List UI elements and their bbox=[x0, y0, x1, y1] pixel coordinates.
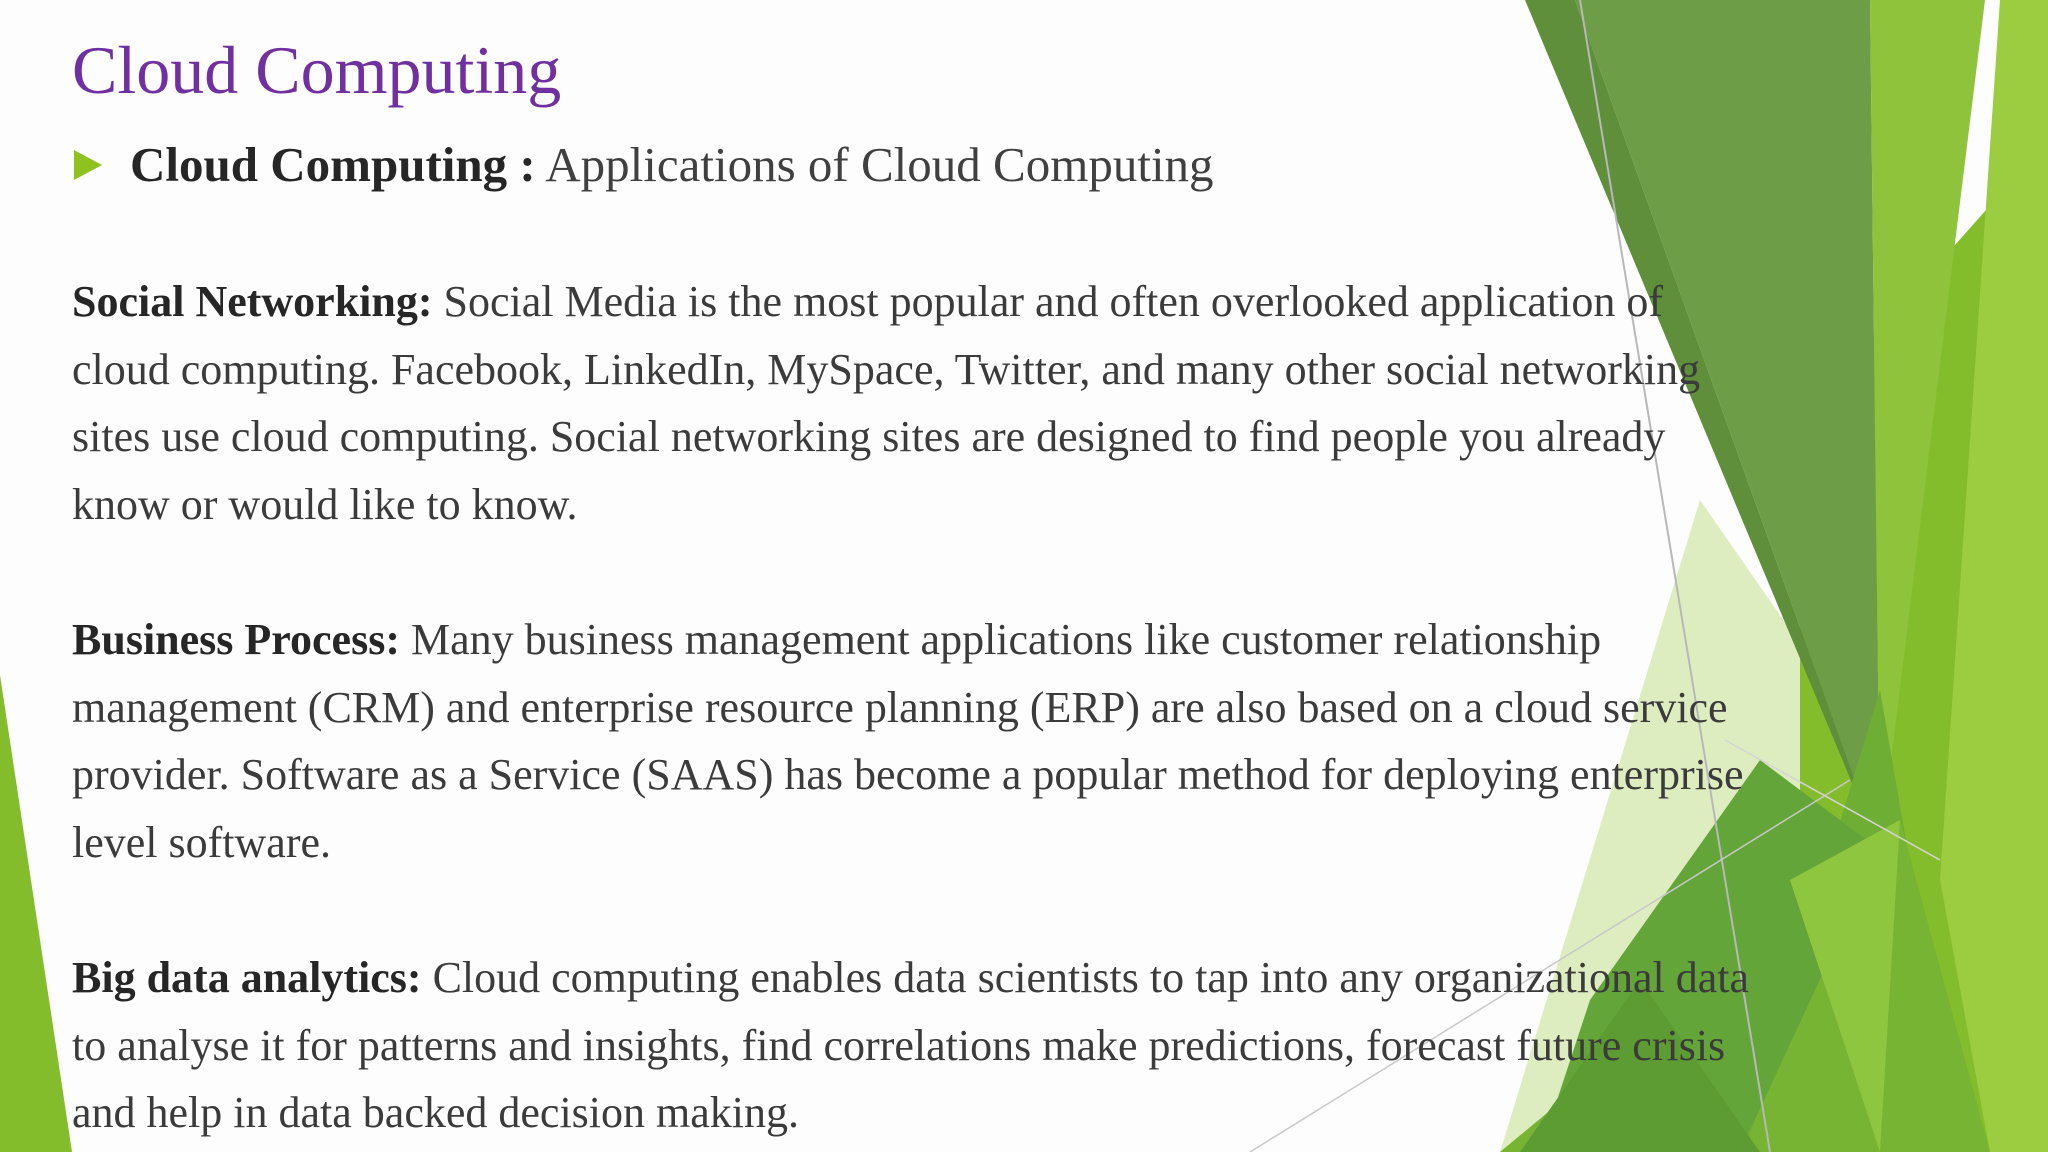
paragraph-text: Social Media is the most popular and often overlooked application of bbox=[432, 277, 1664, 326]
slide-title: Cloud Computing bbox=[72, 32, 562, 108]
paragraph-business-process bbox=[72, 606, 1892, 876]
paragraph-line bbox=[72, 606, 1892, 674]
subtitle-bullet bbox=[74, 130, 1214, 200]
paragraph-text: Many business management applications like customer relationship bbox=[399, 615, 1602, 664]
paragraph-line: and help in data backed decision making. bbox=[72, 1088, 799, 1138]
subtitle-rest: Applications of Cloud Computing bbox=[535, 137, 1214, 192]
paragraph-line: know or would like to know. bbox=[72, 479, 578, 529]
paragraph-line: provider. Software as a Service (SAAS) has become a popular method for deploying enterprise bbox=[72, 750, 1744, 800]
paragraph-line: to analyse it for patterns and insights, find correlations make predictions, forecast future crisis bbox=[72, 1020, 1726, 1070]
paragraph-line: level software. bbox=[72, 817, 331, 867]
paragraph-heading: Big data analytics: bbox=[72, 953, 422, 1002]
paragraph-heading: Social Networking: bbox=[72, 277, 433, 326]
subtitle-label: Cloud Computing : bbox=[130, 137, 536, 192]
paragraph-line: cloud computing. Facebook, LinkedIn, MySpace, Twitter, and many other social networking bbox=[72, 344, 1701, 394]
paragraph-line bbox=[72, 268, 1892, 336]
triangle-bullet-icon bbox=[74, 150, 102, 180]
paragraph-big-data-analytics bbox=[72, 944, 1892, 1147]
paragraph-line: sites use cloud computing. Social networking sites are designed to find people you already bbox=[72, 412, 1666, 462]
paragraph-line bbox=[72, 944, 1892, 1012]
paragraph-social-networking bbox=[72, 268, 1892, 538]
paragraph-heading: Business Process: bbox=[72, 615, 400, 664]
paragraph-text: Cloud computing enables data scientists to tap into any organizational data bbox=[421, 953, 1750, 1002]
subtitle-text bbox=[130, 130, 1214, 200]
paragraph-line: management (CRM) and enterprise resource planning (ERP) are also based on a cloud service bbox=[72, 682, 1728, 732]
